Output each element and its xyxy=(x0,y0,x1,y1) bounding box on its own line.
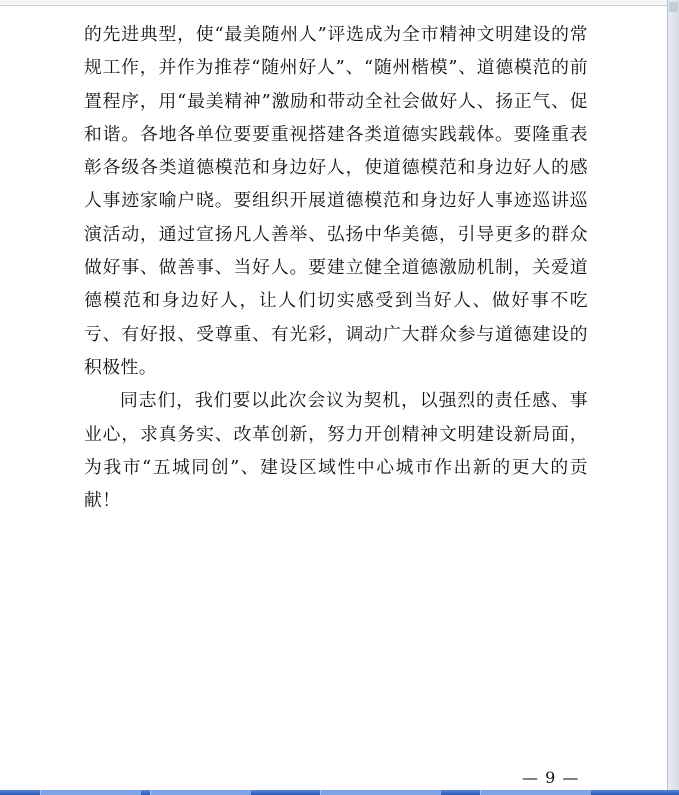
page-top-edge xyxy=(0,0,667,6)
taskbar-button[interactable] xyxy=(480,790,591,795)
page-number: — 9 — xyxy=(522,768,580,787)
paragraph-closing: 同志们，我们要以此次会议为契机，以强烈的责任感、事业心，求真务实、改革创新，努力开创精神文明建设新局面，为我市“五城同创”、建设区域性中心城市作出新的更大的贡献！ xyxy=(84,390,588,512)
taskbar-button[interactable] xyxy=(150,790,251,795)
paragraph-continuation: 的先进典型，使“最美随州人”评选成为全市精神文明建设的常规工作，并作为推荐“随州好人”、“随州楷模”、道德模范的前置程序，用“最美精神”激励和带动全社会做好人、扬正气、促和谐。各地各单位要要重视搭建各类道德实践载体。要隆重表彰各级各类道德模范和身边好人，使道德模范和身边好人的感人事迹家喻户晓。要组织开展道德模范和身边好人事迹巡讲巡演活动，通过宣扬凡人善举、弘扬中华美德，引导更多的群众做好事、做善事、当好人。要建立健全道德激励机制，关爱道德模范和身边好人，让人们切实感受到当好人、做好事不吃亏、有好报、受尊重、有光彩，调动广大群众参与道德建设的积极性。 xyxy=(84,24,588,378)
taskbar-button[interactable] xyxy=(320,790,441,795)
vertical-scrollbar[interactable] xyxy=(667,0,679,795)
document-body xyxy=(84,18,588,517)
taskbar[interactable] xyxy=(0,790,679,795)
taskbar-button[interactable] xyxy=(40,790,141,795)
scrollbar-thumb[interactable] xyxy=(669,2,678,12)
